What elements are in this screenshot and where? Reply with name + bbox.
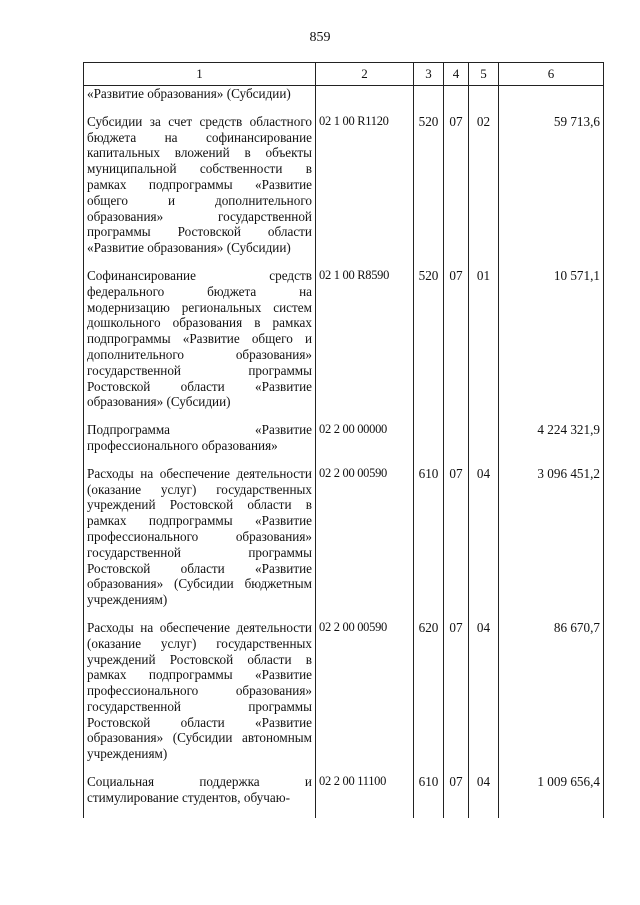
row-vr: 520 — [414, 114, 444, 268]
row-rz — [444, 422, 469, 466]
budget-table — [83, 62, 604, 818]
row-rz: 07 — [444, 774, 469, 818]
row-code: 02 1 00 R8590 — [316, 268, 414, 422]
column-header-6: 6 — [499, 63, 604, 86]
row-vr: 620 — [414, 620, 444, 774]
row-vr — [414, 422, 444, 466]
row-code: 02 2 00 11100 — [316, 774, 414, 818]
column-header-1: 1 — [84, 63, 316, 86]
row-rz: 07 — [444, 268, 469, 422]
row-vr: 520 — [414, 268, 444, 422]
row-pr: 04 — [469, 774, 499, 818]
row-name: Субсидии за счет средств областного бюджета на софинансирование капитальных вложений в объекты муниципальной собственности в рамках подпрограммы «Развитие общего и дополнительного образования» государственной программы Ростовской области «Развитие образования» (Субсидии) — [84, 114, 316, 268]
row-pr: 04 — [469, 466, 499, 620]
table-row — [84, 466, 604, 620]
row-rz: 07 — [444, 466, 469, 620]
row-rz: 07 — [444, 620, 469, 774]
table-row — [84, 422, 604, 466]
column-header-2: 2 — [316, 63, 414, 86]
row-name: Социальная поддержка и стимулирование студентов, обучаю- — [84, 774, 316, 818]
row-rz: 07 — [444, 114, 469, 268]
row-amount: 1 009 656,4 — [499, 774, 604, 818]
column-header-5: 5 — [469, 63, 499, 86]
row-amount — [499, 86, 604, 114]
row-amount: 86 670,7 — [499, 620, 604, 774]
row-vr: 610 — [414, 774, 444, 818]
row-amount: 59 713,6 — [499, 114, 604, 268]
row-vr — [414, 86, 444, 114]
row-name: Софинансирование средств федерального бюджета на модернизацию региональных систем дошкольного образования в рамках подпрограммы «Развитие общего и дополнительного образования» государственной программы Ростовской области «Развитие образования» (Субсидии) — [84, 268, 316, 422]
row-pr: 01 — [469, 268, 499, 422]
table-row — [84, 114, 604, 268]
row-name: «Развитие образования» (Субсидии) — [84, 86, 316, 114]
table-row — [84, 86, 604, 114]
row-pr: 02 — [469, 114, 499, 268]
column-header-3: 3 — [414, 63, 444, 86]
page-number: 859 — [309, 30, 331, 45]
row-pr — [469, 422, 499, 466]
row-code: 02 2 00 00000 — [316, 422, 414, 466]
row-code: 02 2 00 00590 — [316, 466, 414, 620]
row-vr: 610 — [414, 466, 444, 620]
table-row — [84, 620, 604, 774]
table-row — [84, 774, 604, 818]
row-amount: 4 224 321,9 — [499, 422, 604, 466]
row-pr: 04 — [469, 620, 499, 774]
row-code: 02 2 00 00590 — [316, 620, 414, 774]
row-rz — [444, 86, 469, 114]
row-amount: 3 096 451,2 — [499, 466, 604, 620]
row-pr — [469, 86, 499, 114]
header-row — [84, 63, 604, 86]
row-name: Подпрограмма «Развитие профессионального образования» — [84, 422, 316, 466]
column-header-4: 4 — [444, 63, 469, 86]
row-code — [316, 86, 414, 114]
row-name: Расходы на обеспечение деятельности (оказание услуг) государственных учреждений Ростовской области в рамках подпрограммы «Развитие профессионального образования» государственной программы Ростовской области «Развитие образования» (Субсидии бюджетным учреждениям) — [84, 466, 316, 620]
row-amount: 10 571,1 — [499, 268, 604, 422]
row-name: Расходы на обеспечение деятельности (оказание услуг) государственных учреждений Ростовской области в рамках подпрограммы «Развитие профессионального образования» государственной программы Ростовской области «Развитие образования» (Субсидии автономным учреждениям) — [84, 620, 316, 774]
row-code: 02 1 00 R1120 — [316, 114, 414, 268]
table-row — [84, 268, 604, 422]
